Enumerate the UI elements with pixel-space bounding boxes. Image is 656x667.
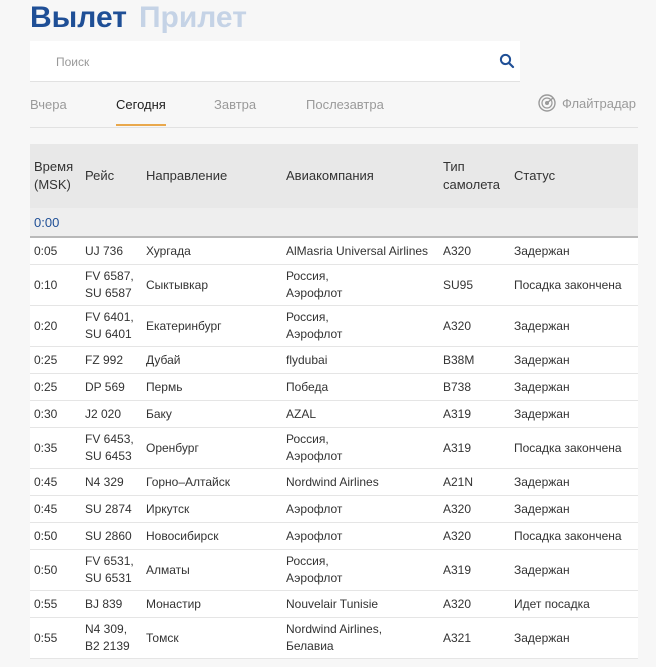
tab-yesterday-label: Вчера <box>30 97 67 112</box>
flight-status: Посадка закончена <box>510 523 638 550</box>
flight-number[interactable]: J2 020 <box>85 406 122 421</box>
flight-number[interactable]: SU 2860 <box>85 528 132 543</box>
flight-airline <box>282 550 439 591</box>
airline-name: Аэрофлот <box>286 286 343 300</box>
flight-time: 0:20 <box>30 306 81 347</box>
flight-number[interactable]: FZ 992 <box>85 352 124 367</box>
flight-airline <box>282 523 439 550</box>
airline-name: Белавиа <box>286 639 334 653</box>
flight-aircraft: A320 <box>439 306 510 347</box>
flight-number[interactable]: FV 6587, <box>85 269 134 283</box>
flight-row[interactable] <box>30 550 638 591</box>
airline-name: Россия, <box>286 269 329 283</box>
flight-numbers <box>81 469 142 496</box>
flight-airline <box>282 591 439 618</box>
airline-name: Аэрофлот <box>286 327 343 341</box>
flight-status: Задержан <box>510 347 638 374</box>
flight-airline <box>282 618 439 659</box>
flight-numbers <box>81 523 142 550</box>
col-flight: Рейс <box>81 144 142 208</box>
flight-time: 0:10 <box>30 265 81 306</box>
flight-status: Задержан <box>510 496 638 523</box>
tab-yesterday[interactable] <box>30 97 67 112</box>
search-button[interactable] <box>499 53 517 71</box>
airline-name: Nouvelair Tunisie <box>286 596 379 611</box>
flight-numbers <box>81 265 142 306</box>
tab-day-after-tomorrow[interactable] <box>306 97 384 112</box>
search-icon <box>499 53 515 69</box>
flight-aircraft: A319 <box>439 428 510 469</box>
flight-airline <box>282 347 439 374</box>
flight-airline <box>282 237 439 265</box>
flight-status: Посадка закончена <box>510 428 638 469</box>
radar-icon <box>538 94 556 112</box>
day-tabs <box>0 83 656 129</box>
flight-number[interactable]: N4 309, <box>85 622 128 636</box>
table-header <box>30 144 638 208</box>
airline-name: AlMasria Universal Airlines <box>286 243 429 258</box>
col-time-line1: Время <box>34 159 74 174</box>
flight-number[interactable]: FV 6531, <box>85 554 134 568</box>
flight-aircraft: A319 <box>439 401 510 428</box>
flight-status: Задержан <box>510 237 638 265</box>
flight-time: 0:25 <box>30 347 81 374</box>
flight-airline <box>282 401 439 428</box>
flight-number[interactable]: N4 329 <box>85 474 124 489</box>
flight-time: 0:35 <box>30 428 81 469</box>
flight-status: Задержан <box>510 469 638 496</box>
tab-arrival[interactable]: Прилет <box>138 1 247 34</box>
flight-airline <box>282 428 439 469</box>
flight-destination: Оренбург <box>142 428 282 469</box>
flight-aircraft: B738 <box>439 374 510 401</box>
col-time <box>30 144 81 208</box>
flight-airline <box>282 306 439 347</box>
flight-aircraft: SU95 <box>439 265 510 306</box>
flight-row[interactable] <box>30 237 638 265</box>
flight-time: 0:50 <box>30 523 81 550</box>
col-aircraft-line1: Тип <box>443 159 465 174</box>
flight-status: Задержан <box>510 401 638 428</box>
flight-number[interactable]: SU 2874 <box>85 501 132 516</box>
flight-number[interactable]: SU 6453 <box>85 449 132 463</box>
col-direction: Направление <box>142 144 282 208</box>
active-tab-underline <box>116 124 166 126</box>
flight-number[interactable]: SU 6531 <box>85 571 132 585</box>
direction-tabs <box>30 0 259 40</box>
search-bar <box>30 41 520 82</box>
flight-row[interactable] <box>30 428 638 469</box>
flight-numbers <box>81 401 142 428</box>
flight-number[interactable]: BJ 839 <box>85 596 123 611</box>
flight-numbers <box>81 550 142 591</box>
flight-status: Задержан <box>510 374 638 401</box>
flight-row[interactable] <box>30 306 638 347</box>
airline-name: Nordwind Airlines <box>286 474 379 489</box>
flight-row[interactable] <box>30 347 638 374</box>
airline-name: flydubai <box>286 352 328 367</box>
flight-destination: Дубай <box>142 347 282 374</box>
flight-aircraft: A320 <box>439 237 510 265</box>
flight-number[interactable]: FV 6453, <box>85 432 134 446</box>
tab-today[interactable] <box>116 97 166 112</box>
flight-time: 0:25 <box>30 374 81 401</box>
flight-destination: Алматы <box>142 550 282 591</box>
flight-number[interactable]: SU 6587 <box>85 286 132 300</box>
flight-number[interactable]: DP 569 <box>85 379 125 394</box>
flight-number[interactable]: UJ 736 <box>85 243 124 258</box>
flight-airline <box>282 374 439 401</box>
flight-aircraft: A320 <box>439 591 510 618</box>
flight-time: 0:50 <box>30 550 81 591</box>
tab-today-label: Сегодня <box>116 97 166 112</box>
flight-numbers <box>81 374 142 401</box>
flight-destination: Новосибирск <box>142 523 282 550</box>
flight-destination: Монастир <box>142 591 282 618</box>
col-aircraft <box>439 144 510 208</box>
flight-numbers <box>81 496 142 523</box>
flight-destination: Томск <box>142 618 282 659</box>
flight-status: Задержан <box>510 618 638 659</box>
flight-aircraft: B38M <box>439 347 510 374</box>
flight-aircraft: A321 <box>439 618 510 659</box>
col-time-line2: (MSK) <box>34 177 71 192</box>
flight-aircraft: A320 <box>439 523 510 550</box>
flight-airline <box>282 265 439 306</box>
flight-aircraft: A320 <box>439 496 510 523</box>
flight-destination: Горно–Алтайск <box>142 469 282 496</box>
flight-airline <box>282 469 439 496</box>
flight-status: Идет посадка <box>510 591 638 618</box>
flight-destination: Пермь <box>142 374 282 401</box>
flight-destination: Иркутск <box>142 496 282 523</box>
flight-destination: Хургада <box>142 237 282 265</box>
hour-group-label: 0:00 <box>30 208 638 237</box>
tab-day-after-label: Послезавтра <box>306 97 384 112</box>
flight-time: 0:45 <box>30 469 81 496</box>
flight-time: 0:55 <box>30 591 81 618</box>
flights-table <box>30 144 638 659</box>
flight-number[interactable]: FV 6401, <box>85 310 134 324</box>
flightradar-link[interactable] <box>538 94 636 112</box>
flight-row[interactable] <box>30 618 638 659</box>
col-airline: Авиакомпания <box>282 144 439 208</box>
hour-group-row <box>30 208 638 237</box>
flight-row[interactable] <box>30 591 638 618</box>
tab-tomorrow[interactable] <box>214 97 256 112</box>
flight-airline <box>282 496 439 523</box>
airline-name: Аэрофлот <box>286 528 343 543</box>
flight-aircraft: A319 <box>439 550 510 591</box>
flight-status: Задержан <box>510 550 638 591</box>
flight-row[interactable] <box>30 523 638 550</box>
flight-row[interactable] <box>30 401 638 428</box>
flight-row[interactable] <box>30 496 638 523</box>
tab-departure[interactable]: Вылет <box>30 1 127 34</box>
flight-time: 0:55 <box>30 618 81 659</box>
flight-time: 0:30 <box>30 401 81 428</box>
flight-numbers <box>81 237 142 265</box>
flight-row[interactable] <box>30 469 638 496</box>
flight-number[interactable]: SU 6401 <box>85 327 132 341</box>
airline-name: Россия, <box>286 554 329 568</box>
col-aircraft-line2: самолета <box>443 177 501 192</box>
flight-destination: Екатеринбург <box>142 306 282 347</box>
flight-destination: Сыктывкар <box>142 265 282 306</box>
flight-status: Посадка закончена <box>510 265 638 306</box>
flight-destination: Баку <box>142 401 282 428</box>
airline-name: Аэрофлот <box>286 501 343 516</box>
flight-row[interactable] <box>30 374 638 401</box>
flight-aircraft: A21N <box>439 469 510 496</box>
flight-row[interactable] <box>30 265 638 306</box>
flight-numbers <box>81 428 142 469</box>
airline-name: Аэрофлот <box>286 571 343 585</box>
airline-name: Россия, <box>286 432 329 446</box>
flight-time: 0:05 <box>30 237 81 265</box>
flight-status: Задержан <box>510 306 638 347</box>
flight-numbers <box>81 618 142 659</box>
flight-time: 0:45 <box>30 496 81 523</box>
airline-name: Победа <box>286 379 329 394</box>
flight-number[interactable]: B2 2139 <box>85 639 130 653</box>
airline-name: Nordwind Airlines, <box>286 622 383 636</box>
flight-numbers <box>81 591 142 618</box>
flight-numbers <box>81 306 142 347</box>
search-input[interactable] <box>54 51 478 73</box>
tab-tomorrow-label: Завтра <box>214 97 257 112</box>
flight-numbers <box>81 347 142 374</box>
tabs-divider <box>30 127 638 128</box>
col-status: Статус <box>510 144 638 208</box>
airline-name: Аэрофлот <box>286 449 343 463</box>
airline-name: AZAL <box>286 406 317 421</box>
flightradar-label: Флайтрадар <box>562 95 636 111</box>
airline-name: Россия, <box>286 310 329 324</box>
